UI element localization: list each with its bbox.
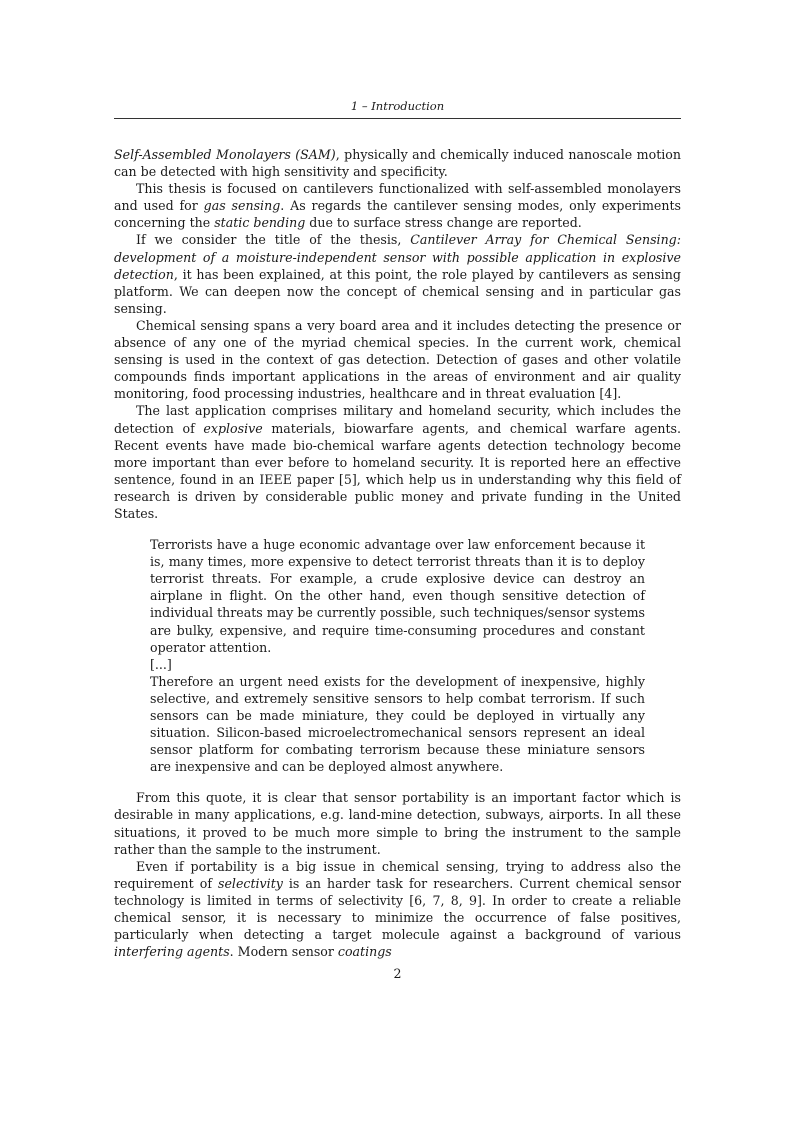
text-run: is an harder task for researchers. Current chemical sensor technology is limited in terms of selectivity [6, 7, 8, 9]. In order to create a reliable chemical sensor, it is necessary to minimize the occurrence of false positives, particularly when detecting a target molecule against a background of various	[114, 875, 681, 943]
text-run: , physically and chemically induced nanoscale motion can be detected with high sensitivity and specificity.	[114, 147, 681, 180]
emphasis: static bending	[214, 215, 306, 231]
emphasis: selectivity	[218, 875, 283, 891]
text-run: This thesis is focused on cantilevers functionalized with self-assembled monolayers and used for	[114, 181, 681, 214]
paragraph-4: Chemical sensing spans a very board area and it includes detecting the presence or absence of any one of the myriad chemical species. In the current work, chemical sensing is used in the context of gas detection. Detection of gases and other volatile compounds finds important applications in the areas of environment and air quality monitoring, food processing industries, healthcare and in threat evaluation [4].	[114, 317, 681, 402]
quote-part-1: Terrorists have a huge economic advantage over law enforcement because it is, many times, more expensive to detect terrorist threats than it is to deploy terrorist threats. For example, a crude explosive device can destroy an airplane in flight. On the other hand, even though sensitive detection of individual threats may be currently possible, such techniques/sensor systems are bulky, expensive, and require time-consuming procedures and constant operator attention.	[150, 537, 645, 655]
paragraph-1	[114, 146, 681, 180]
emphasis: interfering agents	[114, 944, 230, 960]
quote-part-2: Therefore an urgent need exists for the development of inexpensive, highly selective, and extremely sensitive sensors to help combat terrorism. If such sensors can be made miniature, they could be deployed in virtually any situation. Silicon-based microelectromechanical sensors represent an ideal sensor platform for combating terrorism because these miniature sensors are inexpensive and can be deployed almost anywhere.	[150, 673, 645, 775]
emphasis: explosive	[203, 420, 263, 436]
emphasis: gas sensing	[203, 198, 281, 214]
text-run: . Modern sensor	[229, 944, 338, 960]
text-run: If we consider the title of the thesis,	[136, 232, 411, 248]
text-run: The last application comprises military and homeland security, which includes the detection of	[114, 403, 681, 436]
thesis-title: Cantilever Array for Chemical Sensing: development of a moisture-independent sensor with possible application in explosive detection	[114, 232, 681, 282]
text-run: . As regards the cantilever sensing modes, only experiments concerning the	[114, 198, 681, 231]
paragraph-6: From this quote, it is clear that sensor portability is an important factor which is desirable in many applications, e.g. land-mine detection, subways, airports. In all these situations, it proved to be much more simple to bring the instrument to the sample rather than the sample to the instrument.	[114, 790, 681, 857]
body-text	[114, 146, 681, 960]
emphasis: Self-Assembled Monolayers (SAM)	[114, 147, 336, 162]
text-run: , it has been explained, at this point, the role played by cantilevers as sensing platform. We can deepen now the concept of chemical sensing and in particular gas sensing.	[114, 266, 681, 316]
paragraph-2	[114, 180, 681, 231]
running-header: 1 – Introduction	[350, 99, 445, 113]
text-run: materials, biowarfare agents, and chemical warfare agents. Recent events have made bio-chemical warfare agents detection technology become more important than ever before to homeland security. It is reported here an effective sentence, found in an IEEE paper [5], which help us in understanding why this field of research is driven by considerable public money and private funding in the United States.	[114, 420, 681, 521]
text-run: Even if portability is a big issue in chemical sensing, trying to address also the requirement of	[114, 858, 681, 891]
text-run: due to surface stress change are reported.	[305, 215, 582, 231]
paragraph-7	[114, 858, 681, 961]
emphasis: coatings	[337, 944, 392, 960]
paragraph-5	[114, 402, 681, 522]
page-number: 2	[393, 966, 402, 981]
block-quote	[150, 536, 645, 775]
paragraph-3	[114, 231, 681, 316]
header-rule	[114, 118, 681, 119]
quote-ellipsis: [...]	[150, 656, 172, 672]
